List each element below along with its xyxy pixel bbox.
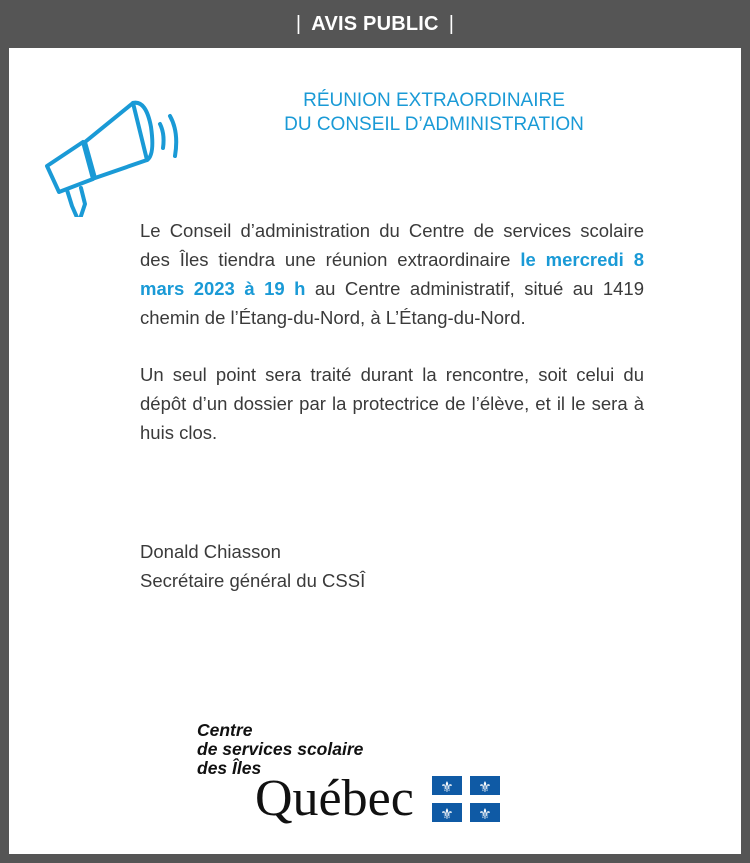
svg-text:⚜: ⚜ [440, 805, 454, 822]
logo-line-2: de services scolaire [197, 739, 364, 759]
quebec-wordmark: Québec [255, 770, 414, 827]
meeting-date-highlight: le mercredi 8 mars 2023 à 19 h [140, 249, 644, 299]
meeting-title [189, 89, 679, 137]
signature-name: Donald Chiasson [140, 541, 281, 562]
p1-text-before: Le Conseil d’administration du Centre de services scolaire des Îles tiendra une réunion extraordinaire [140, 220, 644, 270]
header-bar-right: | [448, 12, 455, 35]
body-paragraph-2: Un seul point sera traité durant la rencontre, soit celui du dépôt d’un dossier par la protectrice de l’élève, et il le sera à huis clos. [140, 364, 644, 443]
logo-line-1: Centre [197, 720, 253, 740]
title-line-2: DU CONSEIL D’ADMINISTRATION [284, 114, 584, 135]
megaphone-icon [25, 72, 185, 217]
svg-text:⚜: ⚜ [478, 778, 492, 796]
title-line-1: RÉUNION EXTRAORDINAIRE [303, 90, 565, 111]
p1-text-after: au Centre administratif, situé au 1419 chemin de l’Étang-du-Nord, à L’Étang-du-Nord. [140, 278, 645, 328]
notice-header [0, 0, 750, 48]
body-paragraph-1 [140, 216, 644, 332]
notice-panel [9, 48, 741, 854]
signature-block [140, 537, 365, 595]
quebec-flag-icon [432, 776, 500, 822]
svg-text:⚜: ⚜ [440, 778, 454, 796]
signature-role: Secrétaire général du CSSÎ [140, 570, 366, 591]
header-bar-left: | [295, 12, 302, 35]
svg-text:⚜: ⚜ [478, 805, 492, 822]
header-label: AVIS PUBLIC [311, 12, 439, 35]
notice-body [140, 216, 644, 447]
logo-line-3: des Îles [197, 758, 262, 778]
